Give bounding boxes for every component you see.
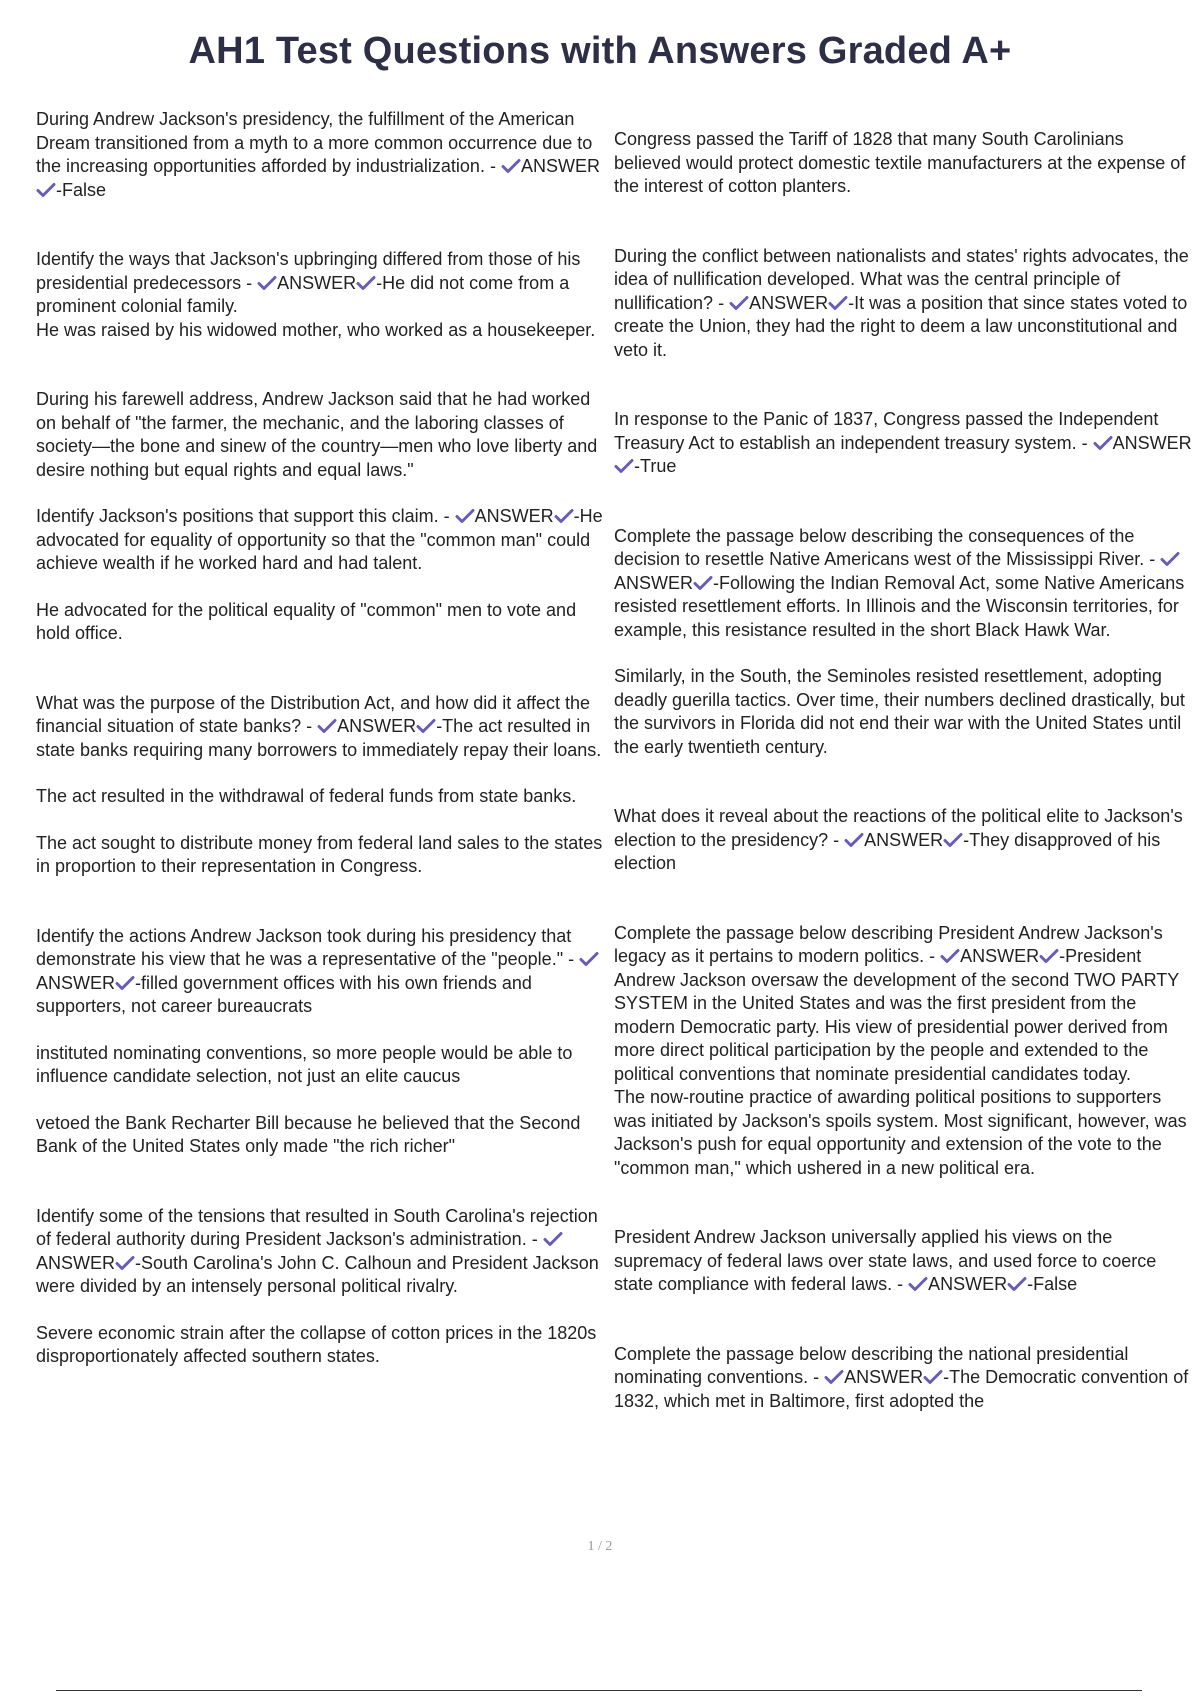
footer-divider (56, 1690, 1142, 1691)
checkmark-icon (1093, 435, 1113, 451)
checkmark-icon (943, 832, 963, 848)
qa-text: Complete the passage below describing President Andrew Jackson's legacy as it pertains to modern politics. - ANSWER -President Andrew Jackson oversaw the development of the second TWO PARTY SYSTEM in the United States and was the first president from the modern Democratic party. His view of presidential power derived from more direct political participation by the people and extended to the political conventions that nominate presidential candidates today. (614, 922, 1179, 1084)
answer-continuation: vetoed the Bank Recharter Bill because he believed that the Second Bank of the United States only made "the rich richer" (36, 1112, 581, 1156)
checkmark-icon (115, 1255, 135, 1271)
qa-block (36, 925, 606, 1159)
qa-block (614, 922, 1194, 1181)
checkmark-icon (501, 158, 521, 174)
left-column (36, 108, 606, 1369)
checkmark-icon (614, 458, 634, 474)
qa-block (36, 1205, 606, 1369)
checkmark-icon (416, 718, 436, 734)
checkmark-icon (1007, 1276, 1027, 1292)
qa-block (36, 692, 606, 879)
qa-text: President Andrew Jackson universally applied his views on the supremacy of federal laws over state laws, and used force to coerce state compliance with federal laws. - ANSWER -False (614, 1227, 1157, 1294)
answer-continuation: Severe economic strain after the collapse of cotton prices in the 1820s disproportionately affected southern states. (36, 1322, 597, 1366)
checkmark-icon (693, 575, 713, 591)
checkmark-icon (908, 1276, 928, 1292)
checkmark-icon (579, 951, 599, 967)
checkmark-icon (115, 975, 135, 991)
checkmark-icon (1160, 551, 1180, 567)
right-column (614, 108, 1194, 1413)
answer-continuation: The act resulted in the withdrawal of federal funds from state banks. (36, 786, 577, 806)
quote-text: During his farewell address, Andrew Jackson said that he had worked on behalf of "the farmer, the mechanic, and the laboring classes of society—the bone and sinew of the country—men who love liberty and desire nothing but equal rights and equal laws." (36, 389, 598, 480)
qa-text: In response to the Panic of 1837, Congress passed the Independent Treasury Act to establish an independent treasury system. - ANSWER -True (614, 409, 1192, 476)
checkmark-icon (844, 832, 864, 848)
qa-block (614, 805, 1194, 876)
qa-text: Complete the passage below describing the national presidential nominating conventions. - ANSWER -The Democratic convention of 1832, which met in Baltimore, first adopted the (614, 1343, 1189, 1411)
qa-block (614, 128, 1194, 199)
checkmark-icon (923, 1369, 943, 1385)
qa-text: During Andrew Jackson's presidency, the fulfillment of the American Dream transitioned from a myth to a more common occurrence due to the increasing opportunities afforded by industrialization. - ANSWER -False (36, 109, 600, 200)
checkmark-icon (940, 948, 960, 964)
answer-continuation: Similarly, in the South, the Seminoles resisted resettlement, adopting deadly guerilla tactics. Over time, their numbers declined drastically, but the survivors in Florida did not end their war with the United States until the early twentieth century. (614, 666, 1185, 757)
qa-text: What does it reveal about the reactions of the political elite to Jackson's election to the presidency? - ANSWER -They disapproved of his election (614, 806, 1183, 873)
checkmark-icon (1039, 948, 1059, 964)
answer-continuation: He was raised by his widowed mother, who worked as a housekeeper. (36, 319, 596, 340)
qa-text: What was the purpose of the Distribution Act, and how did it affect the financial situation of state banks? - ANSWER -The act resulted in state banks requiring many borrowers to immediately repay their loans. (36, 692, 602, 760)
checkmark-icon (455, 508, 475, 524)
checkmark-icon (36, 182, 56, 198)
qa-text: Complete the passage below describing the consequences of the decision to resettle Native Americans west of the Mississippi River. - ANSWER -Following the Indian Removal Act, some Native Americans resisted resettlement efforts. In Illinois and the Wisconsin territories, for example, this resistance resulted in the short Black Hawk War. (614, 525, 1185, 640)
answer-continuation: He advocated for the political equality of "common" men to vote and hold office. (36, 599, 577, 643)
answer-continuation: instituted nominating conventions, so more people would be able to influence candidate selection, not just an elite caucus (36, 1042, 573, 1086)
qa-block (614, 245, 1194, 363)
checkmark-icon (824, 1369, 844, 1385)
qa-text: During the conflict between nationalists and states' rights advocates, the idea of nullification developed. What was the central principle of nullification? - ANSWER -It was a position that since states voted to create the Union, they had the right to deem a law unconstitutional and veto it. (614, 245, 1189, 360)
qa-block (36, 248, 606, 342)
qa-text: Identify the actions Andrew Jackson took during his presidency that demonstrate his view that he was a representative of the "people." - ANSWER -filled government offices with his own friends and supporters, not career bureaucrats (36, 925, 606, 1019)
qa-block (614, 408, 1194, 479)
qa-block (614, 1226, 1194, 1297)
qa-block (36, 108, 606, 202)
checkmark-icon (356, 275, 376, 291)
answer-continuation: Congress passed the Tariff of 1828 that many South Carolinians believed would protect domestic textile manufacturers at the expense of the interest of cotton planters. (614, 129, 1186, 196)
checkmark-icon (317, 718, 337, 734)
checkmark-icon (828, 295, 848, 311)
answer-continuation: The act sought to distribute money from federal land sales to the states in proportion to their representation in Congress. (36, 832, 603, 876)
page-number: 1 / 2 (587, 1539, 613, 1554)
qa-text: Identify some of the tensions that resulted in South Carolina's rejection of federal authority during President Jackson's administration. - ANSWER -South Carolina's John C. Calhoun and President Jackson were divided by an intensely personal political rivalry. (36, 1205, 599, 1296)
qa-text: Identify Jackson's positions that support this claim. - ANSWER -He advocated for equality of opportunity so that the "common man" could achieve wealth if he worked hard and had talent. (36, 506, 603, 573)
checkmark-icon (257, 275, 277, 291)
qa-block (614, 525, 1194, 760)
qa-block (614, 1343, 1194, 1414)
answer-continuation: The now-routine practice of awarding political positions to supporters was initiated by Jackson's spoils system. Most significant, however, was Jackson's push for equal opportunity and extension of the vote to the "common man," which ushered in a new political era. (614, 1087, 1187, 1178)
checkmark-icon (554, 508, 574, 524)
qa-text: Identify the ways that Jackson's upbringing differed from those of his presidential predecessors - ANSWER -He did not come from a prominent colonial family. (36, 249, 581, 316)
checkmark-icon (543, 1231, 563, 1247)
qa-block (36, 388, 606, 646)
document-title: AH1 Test Questions with Answers Graded A+ (188, 30, 1012, 72)
checkmark-icon (729, 295, 749, 311)
